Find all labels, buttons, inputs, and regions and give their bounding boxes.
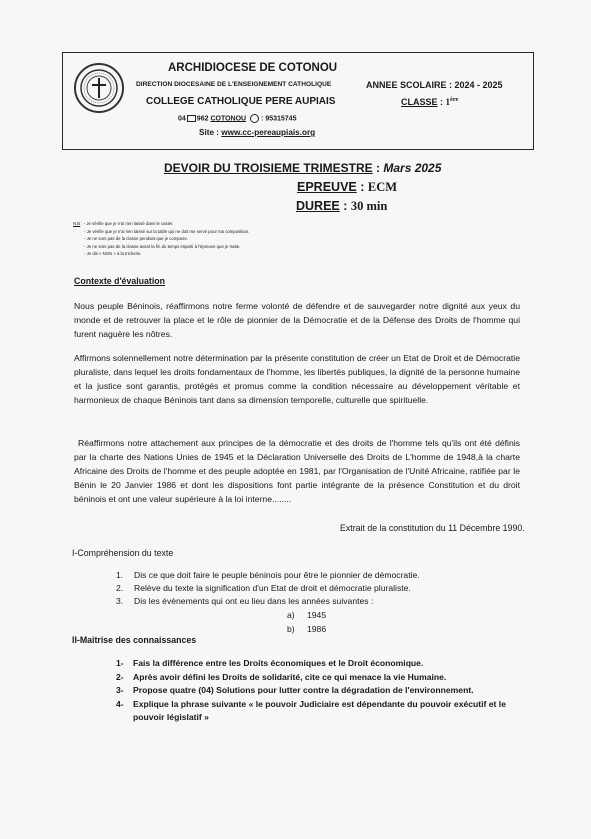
address-line: 04 962 COTONOU : 95315745 (178, 115, 297, 123)
duration-value: 30 min (350, 199, 388, 213)
context-paragraph: Réaffirmons notre attachement aux principes de la démocratie et des droits de l'homme tels qu'ils ont été définis par la charte des Nations Unies de 1945 et la Déclaration Universelle des Droits de L'homme de 1948,à la charte Africaine des Droits de l'homme et des peuple adoptée en 1981, par l'Organisation de l'Unité Africaine, ratifiée par le Bénin le 20 Janvier 1986 et dont les dispositions font partie intégrante de la présence Constitution et du droit béninois et ont une valeur supérieure à la loi interne........ (74, 438, 520, 504)
nb-notes (73, 220, 249, 258)
list-item: 2- Après avoir défini les Droits de solidarité, cite ce qui menace la vie Humaine. (116, 671, 447, 682)
subject-label: EPREUVE (297, 180, 357, 194)
context-paragraph: Nous peuple Béninois, réaffirmons notre ferme volonté de défendre et de sauvegarder notre dignité aux yeux du monde et de retrouver la place et le rôle de pionnier de la Démocratie et de la Défense des Droits de l'homme qui furent naguère les nôtres. (74, 301, 520, 339)
address-prefix: 04 (178, 115, 186, 123)
exam-title-line: DEVOIR DU TROISIEME TRIMESTRE : Mars 2025 (164, 161, 442, 175)
nb-line: - Je ne sors pas de la classe pendant que je compose. (84, 236, 188, 242)
list-item: 4- Explique la phrase suivante « le pouvoir Judiciaire est dépendante du pouvoir exécutif et le (116, 698, 506, 709)
mailbox-icon (187, 115, 196, 122)
list-item: 1- Fais la différence entre les Droits économiques et le Droit économique. (116, 658, 424, 668)
list-item-continuation: pouvoir législatif » (133, 712, 209, 722)
site-line (199, 128, 315, 137)
direction-name: DIRECTION DIOCESAINE DE L'ENSEIGNEMENT CATHOLIQUE (136, 81, 332, 88)
nb-line: - Je ne sors pas de la classe avant la fin du temps imparti à l'épreuve que je traite. (84, 243, 241, 249)
nb-row: N.B : - Je vérifie que je n'ai rien laissé dans le casier. (73, 221, 174, 226)
diocese-name: ARCHIDIOCESE DE COTONOU (168, 62, 338, 74)
duration-line: DUREE : 30 min (296, 199, 388, 213)
list-item: 3. Dis les évènements qui ont eu lieu dans les années suivantes : (116, 596, 374, 606)
comprehension-list (116, 569, 420, 608)
class-sup: ère (450, 96, 459, 103)
school-seal-icon (74, 63, 124, 113)
nb-label: N.B (73, 221, 81, 226)
phone-number: 95315745 (265, 115, 297, 123)
nb-row (73, 228, 249, 236)
nb-row (73, 243, 249, 251)
knowledge-list (116, 657, 506, 725)
site-link[interactable]: www.cc-pereaupiais.org (221, 128, 316, 137)
college-name: COLLEGE CATHOLIQUE PERE AUPIAIS (146, 96, 336, 107)
nb-row (73, 250, 249, 258)
nb-line: - Je dis « NON » à la tricherie. (84, 251, 142, 257)
subject-line: EPREUVE : ECM (297, 180, 398, 194)
nb-line: - Je vérifie que je n'ai rien laissé dans le casier. (83, 221, 174, 226)
source-citation: Extrait de la constitution du 11 Décembre 1990. (340, 523, 525, 533)
site-label: Site : (199, 128, 222, 137)
class-value: 1 (445, 97, 451, 107)
nb-row (73, 235, 249, 243)
list-item: b) 1986 (287, 624, 327, 634)
context-paragraph: Affirmons solennellement notre détermination par la présente constitution de créer un Etat de Droit et de Démocratie pluraliste, dans lequel les droits fondamentaux de l'homme, les libertés publiques, la dignité de la personne humaine et la justice sont garantis, protégés et promus comme la condition nécessaire au développement véritable et harmonieux de chaque Béninois tant dans sa dimension temporelle, culturelle que spirituelle. (74, 353, 520, 405)
address-box: 962 (196, 115, 209, 123)
context-heading: Contexte d'évaluation (74, 276, 166, 286)
exam-title: DEVOIR DU TROISIEME TRIMESTRE (164, 161, 373, 175)
subject-value: ECM (367, 180, 398, 194)
phone-icon (250, 114, 259, 123)
list-item: a) 1945 (287, 610, 327, 620)
comprehension-heading: I-Compréhension du texte (72, 548, 174, 558)
class-label: CLASSE (401, 97, 438, 107)
duration-label: DUREE (296, 199, 340, 213)
school-year: ANNEE SCOLAIRE : 2024 - 2025 (366, 80, 503, 90)
list-item: 3- Propose quatre (04) Solutions pour lutter contre la dégradation de l'environnement. (116, 685, 474, 695)
list-item: 2. Relève du texte la signification d'un Etat de droit et démocratie pluraliste. (116, 583, 411, 593)
address-city: COTONOU (210, 115, 247, 123)
list-item: 1. Dis ce que doit faire le peuple béninois pour être le pionnier de démocratie. (116, 570, 420, 580)
nb-line: - Je vérifie que je n'ai rien laissé sur la table qui ne doit me servir pour ma composition. (84, 228, 250, 234)
class-line: CLASSE : 1ère (401, 96, 459, 107)
exam-date: Mars 2025 (383, 161, 442, 175)
knowledge-heading: II-Maitrise des connaissances (72, 635, 197, 645)
years-list (287, 608, 326, 636)
